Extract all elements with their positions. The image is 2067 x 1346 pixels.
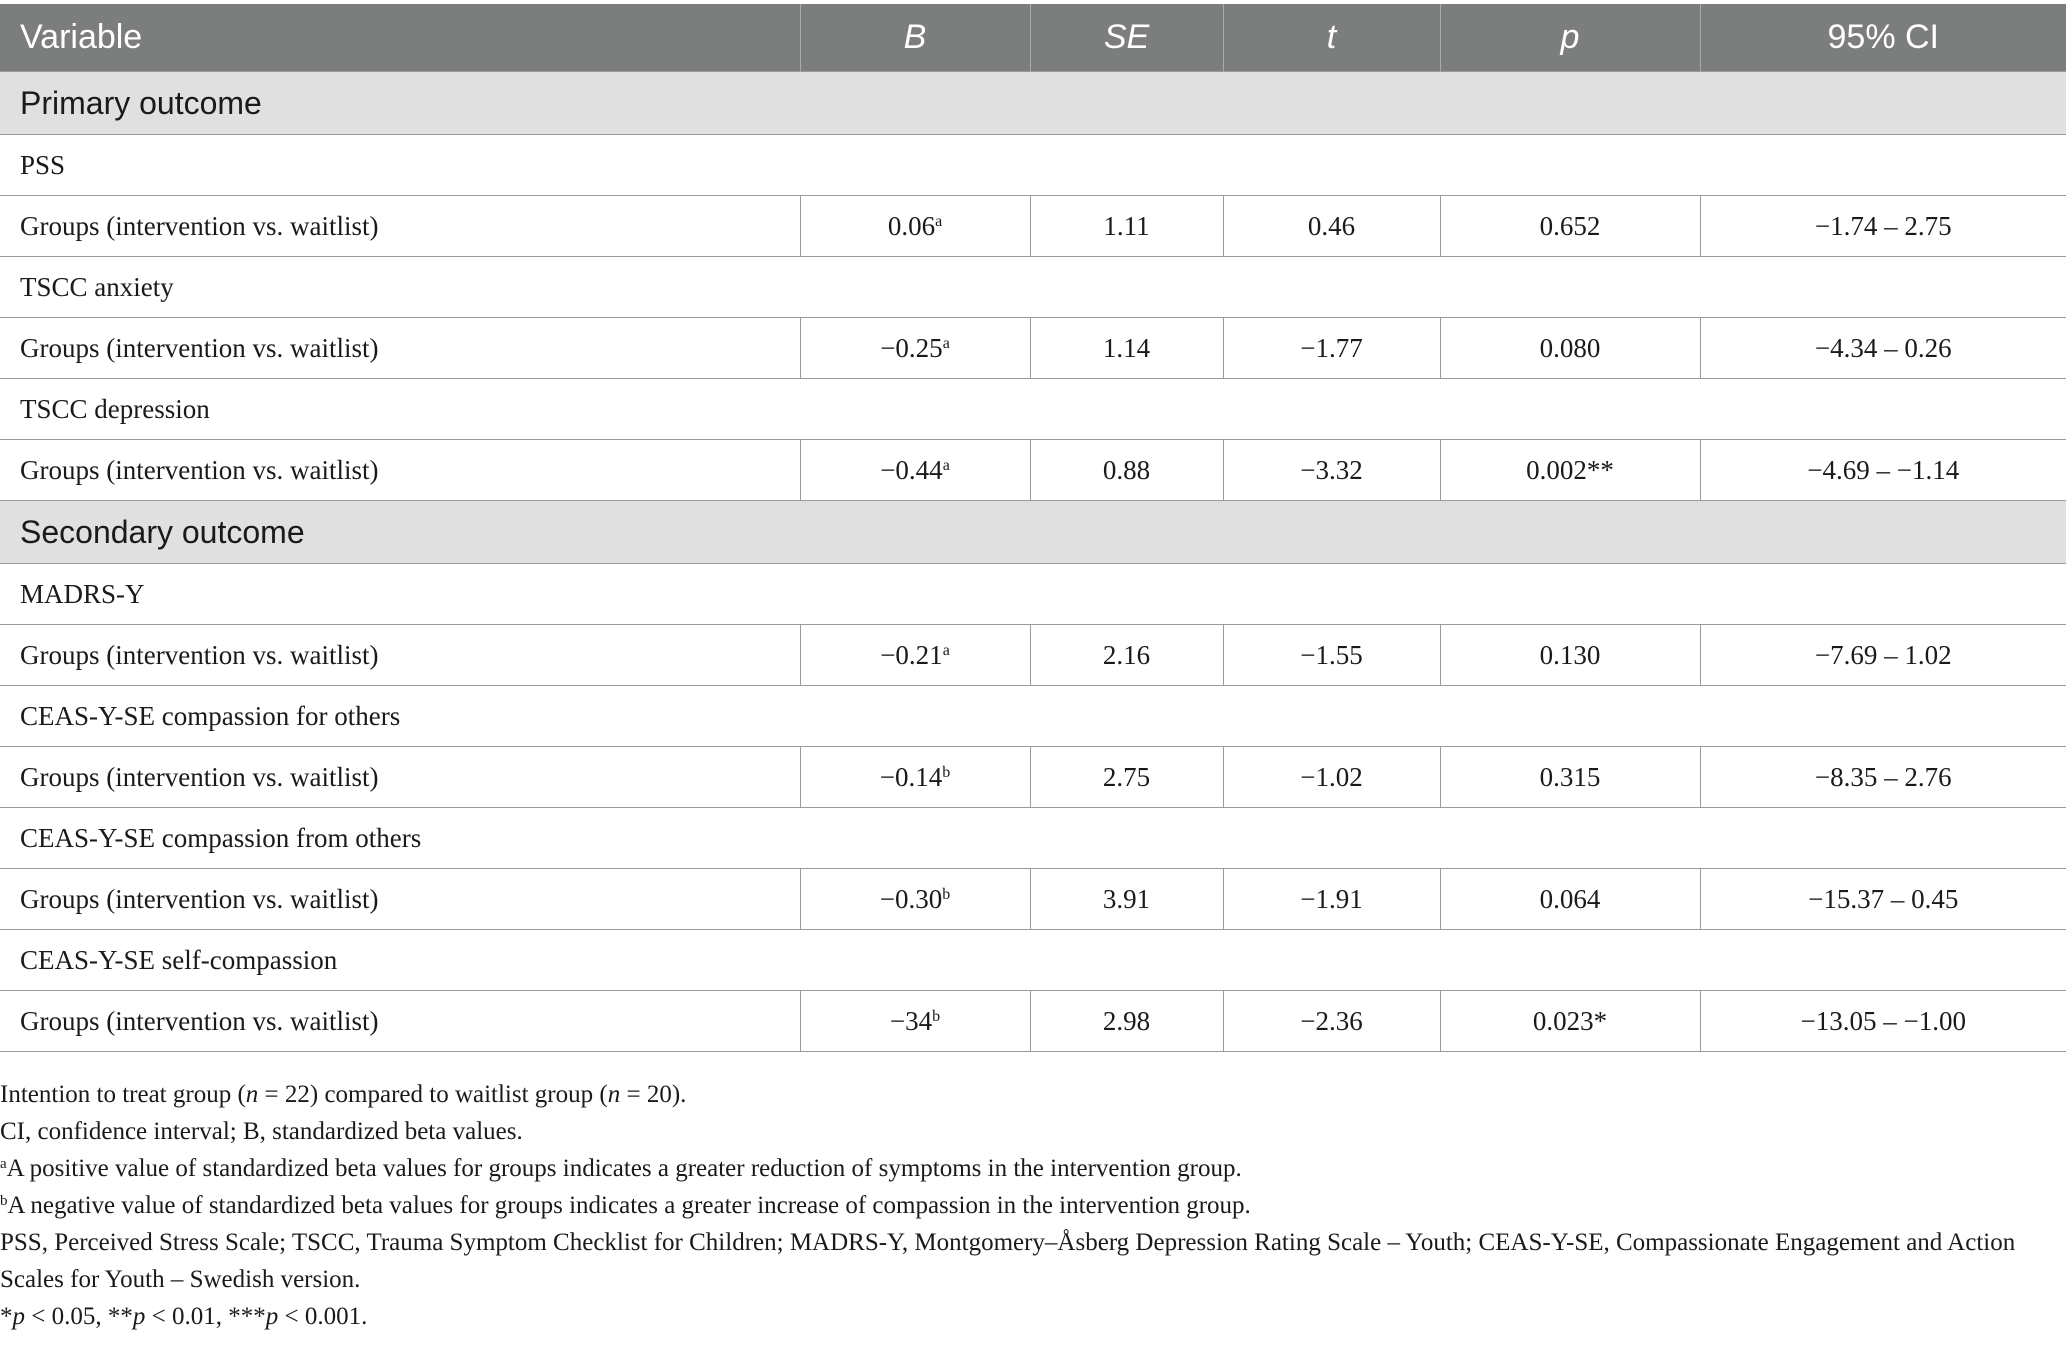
cell-p: 0.080 [1440, 318, 1700, 379]
section-title: Secondary outcome [0, 501, 2066, 564]
cell-ci: −4.34 – 0.26 [1700, 318, 2066, 379]
cell-ci: −8.35 – 2.76 [1700, 747, 2066, 808]
cell-ci: −4.69 – −1.14 [1700, 440, 2066, 501]
cell-ci: −7.69 – 1.02 [1700, 625, 2066, 686]
cell-t: −2.36 [1223, 991, 1440, 1052]
variable-label-row [0, 686, 2066, 747]
header-variable: Variable [0, 4, 800, 72]
variable-label-row [0, 808, 2066, 869]
cell-b [800, 747, 1030, 808]
cell-b [800, 318, 1030, 379]
section-row [0, 501, 2066, 564]
b-value: −0.30 [879, 883, 943, 914]
header-b: B [800, 4, 1030, 72]
header-row [0, 4, 2066, 72]
cell-b [800, 196, 1030, 257]
table-row [0, 318, 2066, 379]
note-abbreviation-ci: CI, confidence interval; B, standardized beta values. [0, 1118, 523, 1145]
cell-se: 0.88 [1030, 440, 1223, 501]
cell-se: 2.75 [1030, 747, 1223, 808]
cell-se: 1.11 [1030, 196, 1223, 257]
table-row [0, 869, 2066, 930]
variable-label: CEAS-Y-SE compassion from others [0, 808, 2066, 869]
cell-se: 2.16 [1030, 625, 1223, 686]
variable-label-row [0, 379, 2066, 440]
row-name: Groups (intervention vs. waitlist) [0, 747, 800, 808]
note-significance: *p < 0.05, **p < 0.01, ***p < 0.001. [0, 1303, 368, 1330]
cell-ci: −13.05 – −1.00 [1700, 991, 2066, 1052]
cell-t: −3.32 [1223, 440, 1440, 501]
row-name: Groups (intervention vs. waitlist) [0, 869, 800, 930]
header-p: p [1440, 4, 1700, 72]
cell-p: 0.315 [1440, 747, 1700, 808]
cell-b [800, 991, 1030, 1052]
note-sample-sizes: Intention to treat group (n = 22) compared to waitlist group (n = 20). [0, 1081, 687, 1108]
variable-label: TSCC depression [0, 379, 2066, 440]
cell-p: 0.064 [1440, 869, 1700, 930]
variable-label: MADRS-Y [0, 564, 2066, 625]
section-title: Primary outcome [0, 72, 2066, 135]
cell-t: 0.46 [1223, 196, 1440, 257]
b-value: 0.06 [887, 210, 936, 241]
cell-t: −1.77 [1223, 318, 1440, 379]
cell-se: 3.91 [1030, 869, 1223, 930]
b-footnote-marker: b [942, 763, 951, 781]
b-value: −0.21 [880, 639, 943, 670]
cell-se: 2.98 [1030, 991, 1223, 1052]
row-name: Groups (intervention vs. waitlist) [0, 196, 800, 257]
table-row [0, 747, 2066, 808]
header-se: SE [1030, 4, 1223, 72]
row-name: Groups (intervention vs. waitlist) [0, 991, 800, 1052]
b-footnote-marker: b [942, 885, 951, 903]
b-value: −0.44 [880, 454, 943, 485]
note-abbreviations: PSS, Perceived Stress Scale; TSCC, Trauma Symptom Checklist for Children; MADRS-Y, Montgomery–Åsberg Depression Rating Scale – Youth; CEAS-Y-SE, Compassionate Engagement and Action Scales for Youth – Swedish version. [0, 1229, 2016, 1293]
variable-label-row [0, 564, 2066, 625]
row-name: Groups (intervention vs. waitlist) [0, 440, 800, 501]
b-footnote-marker: a [935, 212, 943, 230]
section-row [0, 72, 2066, 135]
table-row [0, 440, 2066, 501]
cell-t: −1.55 [1223, 625, 1440, 686]
cell-p: 0.002** [1440, 440, 1700, 501]
b-footnote-marker: b [932, 1007, 941, 1025]
variable-label: PSS [0, 135, 2066, 196]
results-table [0, 4, 2066, 1052]
b-value: −0.14 [879, 761, 943, 792]
b-value: −34 [889, 1005, 933, 1036]
variable-label: CEAS-Y-SE self-compassion [0, 930, 2066, 991]
header-t: t [1223, 4, 1440, 72]
cell-t: −1.02 [1223, 747, 1440, 808]
cell-p: 0.652 [1440, 196, 1700, 257]
cell-t: −1.91 [1223, 869, 1440, 930]
cell-ci: −15.37 – 0.45 [1700, 869, 2066, 930]
b-footnote-marker: a [942, 456, 950, 474]
cell-b [800, 625, 1030, 686]
variable-label: CEAS-Y-SE compassion for others [0, 686, 2066, 747]
header-ci: 95% CI [1700, 4, 2066, 72]
cell-b [800, 869, 1030, 930]
note-footnote-b: $^b$A negative value of standardized beta values for groups indicates a greater increase of compassion in the intervention group. [0, 1192, 1251, 1219]
cell-p: 0.130 [1440, 625, 1700, 686]
variable-label-row [0, 930, 2066, 991]
table-row [0, 991, 2066, 1052]
results-table-container [0, 4, 2067, 1052]
cell-b [800, 440, 1030, 501]
row-name: Groups (intervention vs. waitlist) [0, 318, 800, 379]
variable-label-row [0, 257, 2066, 318]
cell-ci: −1.74 – 2.75 [1700, 196, 2066, 257]
table-body [0, 72, 2066, 1052]
b-footnote-marker: a [942, 334, 950, 352]
note-footnote-a: $^a$A positive value of standardized beta values for groups indicates a greater reduction of symptoms in the intervention group. [0, 1155, 1242, 1182]
cell-se: 1.14 [1030, 318, 1223, 379]
table-row [0, 625, 2066, 686]
cell-p: 0.023* [1440, 991, 1700, 1052]
table-header [0, 4, 2066, 72]
b-value: −0.25 [880, 332, 943, 363]
table-notes [0, 1076, 2067, 1335]
variable-label: TSCC anxiety [0, 257, 2066, 318]
b-footnote-marker: a [942, 641, 950, 659]
table-row [0, 196, 2066, 257]
row-name: Groups (intervention vs. waitlist) [0, 625, 800, 686]
variable-label-row [0, 135, 2066, 196]
